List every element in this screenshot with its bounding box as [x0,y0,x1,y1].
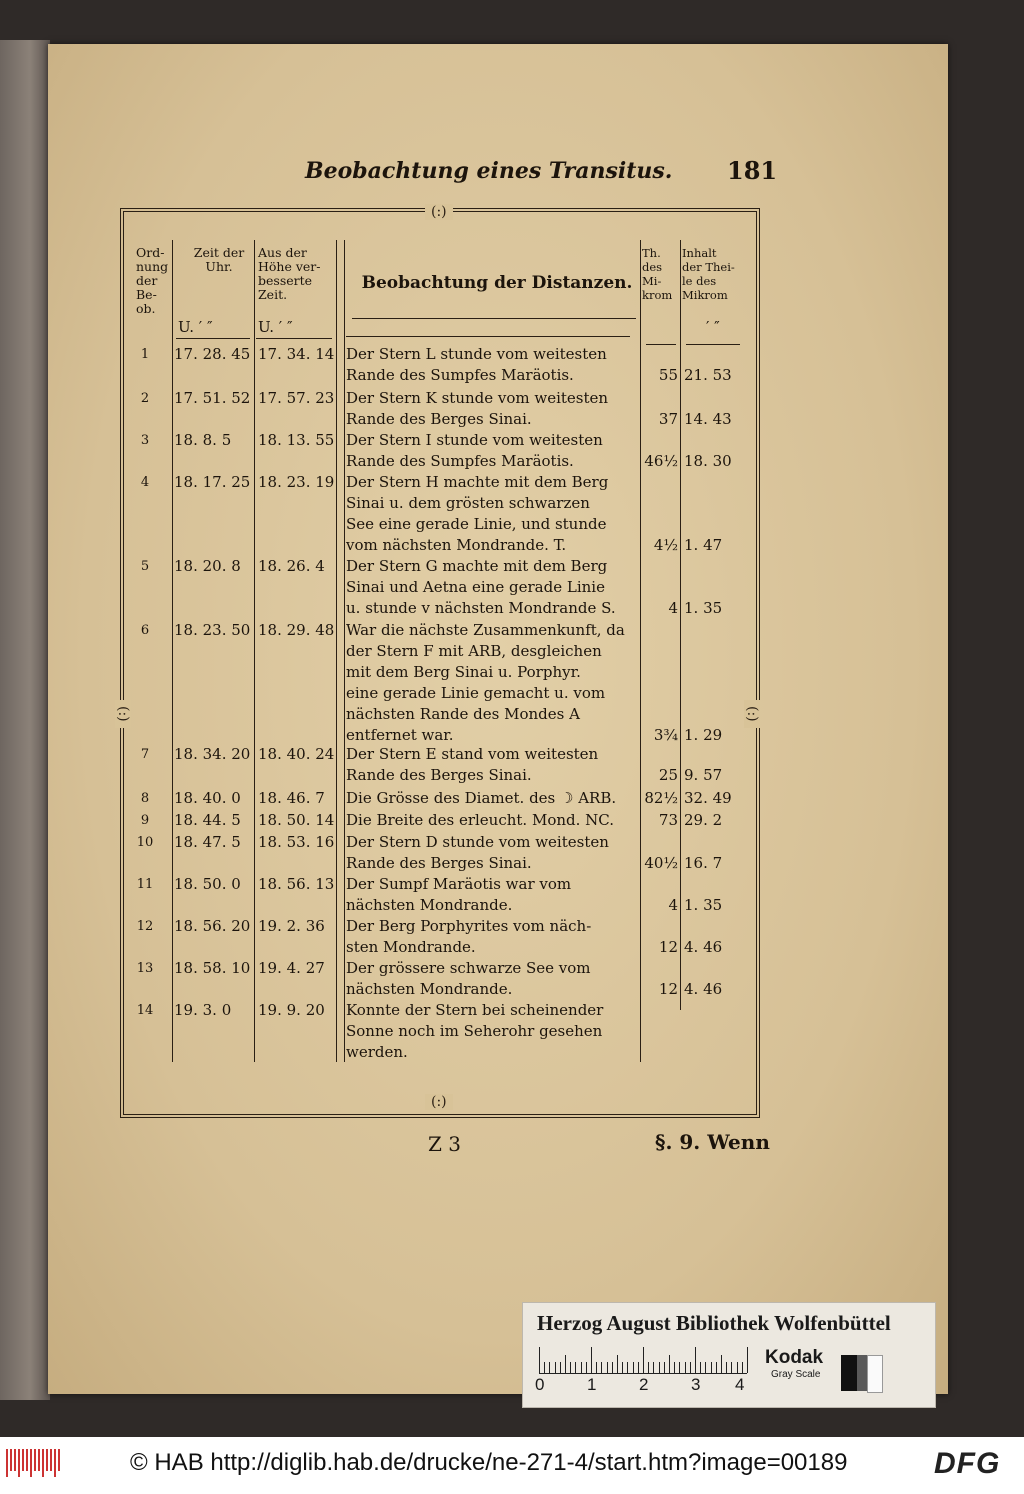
beob-rule [346,336,630,337]
ruler-tick [570,1362,571,1373]
clock-time: 18. 56. 20 [174,917,251,935]
micrometer-parts: 82½ [644,789,678,807]
observation-text: Der Berg Porphyrites vom näch- sten Mondrande. [346,917,592,956]
micrometer-value: 9. 57 [684,766,723,784]
gray-scale-label: Gray Scale [771,1369,821,1380]
micrometer-parts: 46½ [644,452,678,470]
barcode-bar [42,1449,44,1477]
barcode-bar [26,1449,28,1471]
unit-rule-inhalt [686,344,740,345]
micrometer-value: 1. 29 [684,726,723,744]
barcode-bar [46,1449,48,1471]
micrometer-parts: 4 [668,599,678,617]
clock-time: 17. 51. 52 [174,389,251,407]
ruler-scale [539,1347,747,1374]
corrected-time: 19. 4. 27 [258,959,325,977]
micrometer-parts: 40½ [644,854,678,872]
corrected-time: 18. 46. 7 [258,789,325,807]
header-rule [352,318,636,319]
micrometer-value: 14. 43 [684,410,732,428]
clock-time: 18. 8. 5 [174,431,232,449]
facing-page-edge [0,40,50,1400]
ruler-tick [575,1362,576,1373]
frame-ornament-bottom: (:) [425,1094,453,1110]
ruler-tick [653,1362,654,1373]
ruler-tick [560,1362,561,1373]
unit-rule-th [646,344,676,345]
row-number: 9 [140,813,150,828]
scale-number: 3 [691,1375,701,1394]
ruler-tick [721,1355,722,1373]
ruler-tick [586,1362,587,1373]
ruler-tick [601,1362,602,1373]
clock-time: 17. 28. 45 [174,345,251,363]
unit-zeit: U. ′ ″ [258,318,293,336]
ruler-tick [622,1362,623,1373]
row-number: 10 [136,835,154,850]
header-theile: Th. des Mi- krom [642,246,673,302]
observation-text: Der Stern H machte mit dem Berg Sinai u. dem grösten schwarzen See eine gerade Linie, und stunde vom nächsten Mondrande. T. [346,473,609,554]
row-number: 13 [136,961,154,976]
corrected-time: 19. 2. 36 [258,917,325,935]
row-number: 7 [140,747,150,762]
micrometer-value: 29. 2 [684,811,723,829]
barcode-bar [38,1449,40,1471]
running-head: Beobachtung eines Transitus. [305,158,673,184]
clock-time: 19. 3. 0 [174,1001,232,1019]
ruler-tick [565,1355,566,1373]
gray-swatch-mid [857,1355,867,1391]
observation-text: Konnte der Stern bei scheinender Sonne noch im Seherohr gesehen werden. [346,1001,604,1061]
ruler-tick [685,1362,686,1373]
barcode-bar [10,1449,12,1471]
barcode-bar [58,1449,60,1471]
observation-text: Der Stern K stunde vom weitesten Rande des Berges Sinai. [346,389,609,428]
signature-mark: Z 3 [428,1132,461,1156]
ruler-tick [549,1362,550,1373]
row-number: 5 [140,559,150,574]
barcode-bar [14,1449,16,1471]
ruler-tick [690,1362,691,1373]
corrected-time: 18. 13. 55 [258,431,335,449]
unit-rule-uhr [176,338,250,339]
ruler-tick [737,1362,738,1373]
micrometer-value: 21. 53 [684,366,732,384]
scale-number: 1 [587,1375,597,1394]
catchword: §. 9. Wenn [655,1130,770,1154]
frame-ornament-right: (:) [744,700,760,728]
row-number: 11 [136,877,154,892]
header-beobachtung: Beobachtung der Distanzen. [361,273,633,293]
ruler-tick [612,1362,613,1373]
ruler-tick [731,1362,732,1373]
ruler-tick [664,1362,665,1373]
micrometer-parts: 3¾ [653,726,678,744]
ruler-tick [705,1362,706,1373]
micrometer-value: 1. 47 [684,536,723,554]
observation-text: Der Stern E stand vom weitesten Rande des Berges Sinai. [346,745,599,784]
ruler-tick [555,1362,556,1373]
clock-time: 18. 34. 20 [174,745,251,763]
frame-ornament-left: (:) [115,700,131,728]
unit-rule-zeit [256,338,332,339]
ruler-tick [544,1362,545,1373]
clock-time: 18. 40. 0 [174,789,241,807]
ruler-tick [607,1362,608,1373]
header-nr: Ord- nung der Be- ob. [136,245,169,316]
corrected-time: 18. 40. 24 [258,745,335,763]
gray-swatch-light [867,1355,883,1393]
ruler-tick [726,1362,727,1373]
barcode-bar [18,1449,20,1477]
observation-text: Der Stern G machte mit dem Berg Sinai und Aetna eine gerade Linie u. stunde v nächsten Mondrande S. [346,557,616,617]
clock-time: 18. 17. 25 [174,473,251,491]
barcode-bar [54,1449,56,1477]
ruler-tick [695,1347,696,1373]
micrometer-value: 1. 35 [684,599,723,617]
scale-number: 4 [735,1375,745,1394]
row-number: 14 [136,1003,154,1018]
hab-barcode-icon [6,1449,60,1477]
ruler-tick [716,1362,717,1373]
library-label-card [522,1302,936,1408]
micrometer-value: 16. 7 [684,854,723,872]
ruler-tick [581,1362,582,1373]
clock-time: 18. 50. 0 [174,875,241,893]
corrected-time: 18. 56. 13 [258,875,335,893]
ruler-tick [617,1355,618,1373]
corrected-time: 18. 26. 4 [258,557,325,575]
ruler-tick [747,1347,748,1373]
micrometer-parts: 4½ [653,536,678,554]
ruler-tick [596,1362,597,1373]
corrected-time: 18. 23. 19 [258,473,335,491]
clock-time: 18. 44. 5 [174,811,241,829]
column-rule [344,240,345,1062]
row-number: 1 [140,347,150,362]
clock-time: 18. 23. 50 [174,621,251,639]
copyright-link[interactable]: © HAB http://diglib.hab.de/drucke/ne-271-4/start.htm?image=00189 [130,1449,848,1476]
column-rule [172,240,173,1062]
micrometer-parts: 37 [658,410,678,428]
clock-time: 18. 58. 10 [174,959,251,977]
micrometer-value: 4. 46 [684,980,723,998]
gray-swatch-dark [841,1355,857,1391]
micrometer-parts: 55 [658,366,678,384]
header-uhr: Zeit der Uhr. [193,245,245,274]
row-number: 2 [140,391,150,406]
micrometer-value: 1. 35 [684,896,723,914]
barcode-bar [50,1449,52,1471]
corrected-time: 18. 29. 48 [258,621,335,639]
micrometer-value: 4. 46 [684,938,723,956]
ruler-tick [679,1362,680,1373]
ruler-tick [643,1347,644,1373]
corrected-time: 18. 50. 14 [258,811,335,829]
micrometer-parts: 4 [668,896,678,914]
row-number: 8 [140,791,150,806]
corrected-time: 17. 34. 14 [258,345,335,363]
observation-text: Der Stern I stunde vom weitesten Rande des Sumpfes Maräotis. [346,431,603,470]
corrected-time: 19. 9. 20 [258,1001,325,1019]
ruler-tick [742,1362,743,1373]
clock-time: 18. 47. 5 [174,833,241,851]
micrometer-parts: 12 [658,980,678,998]
barcode-bar [30,1449,32,1477]
ruler-tick [711,1362,712,1373]
ruler-tick [539,1347,540,1373]
ruler-tick [638,1362,639,1373]
ruler-tick [659,1362,660,1373]
observation-text: War die nächste Zusammenkunft, da der Stern F mit ARB, desgleichen mit dem Berg Sinai u. Porphyr. eine gerade Linie gemacht u. vom nächsten Rande des Mondes A entfernet war. [346,621,625,744]
micrometer-parts: 12 [658,938,678,956]
ruler-tick [633,1362,634,1373]
observation-text: Der Stern D stunde vom weitesten Rande des Berges Sinai. [346,833,609,872]
barcode-bar [34,1449,36,1471]
observation-text: Der Sumpf Maräotis war vom nächsten Mondrande. [346,875,572,914]
row-number: 6 [140,623,150,638]
observation-text: Die Breite des erleucht. Mond. NC. [346,811,614,829]
clock-time: 18. 20. 8 [174,557,241,575]
ruler-tick [627,1362,628,1373]
barcode-bar [6,1449,8,1477]
micrometer-value: 18. 30 [684,452,732,470]
barcode-bar [22,1449,24,1471]
ruler-tick [674,1362,675,1373]
unit-uhr: U. ′ ″ [178,318,213,336]
page-number: 181 [727,156,778,185]
header-inhalt: Inhalt der Thei- le des Mikrom [682,246,735,302]
scale-number: 0 [535,1375,545,1394]
observation-text: Die Grösse des Diamet. des ☽ ARB. [346,789,617,807]
scale-number: 2 [639,1375,649,1394]
micrometer-parts: 73 [658,811,678,829]
micrometer-parts: 25 [658,766,678,784]
viewer-footer [0,1437,1024,1494]
ruler-tick [669,1355,670,1373]
micrometer-value: 32. 49 [684,789,732,807]
header-zeit: Aus der Höhe ver- besserte Zeit. [258,245,321,302]
corrected-time: 18. 53. 16 [258,833,335,851]
row-number: 12 [136,919,154,934]
column-rule [680,240,681,1010]
dfg-logo: DFG [934,1447,1001,1480]
unit-inhalt: ′ ″ [706,318,720,336]
kodak-logo: Kodak [765,1347,824,1368]
library-name: Herzog August Bibliothek Wolfenbüttel [537,1311,891,1335]
frame-ornament-top: (:) [425,204,453,220]
observation-text: Der Stern L stunde vom weitesten Rande des Sumpfes Maräotis. [346,345,607,384]
row-number: 3 [140,433,150,448]
ruler-tick [700,1362,701,1373]
row-number: 4 [140,475,150,490]
ruler-tick [591,1347,592,1373]
ruler-tick [648,1362,649,1373]
corrected-time: 17. 57. 23 [258,389,335,407]
observation-text: Der grössere schwarze See vom nächsten Mondrande. [346,959,591,998]
